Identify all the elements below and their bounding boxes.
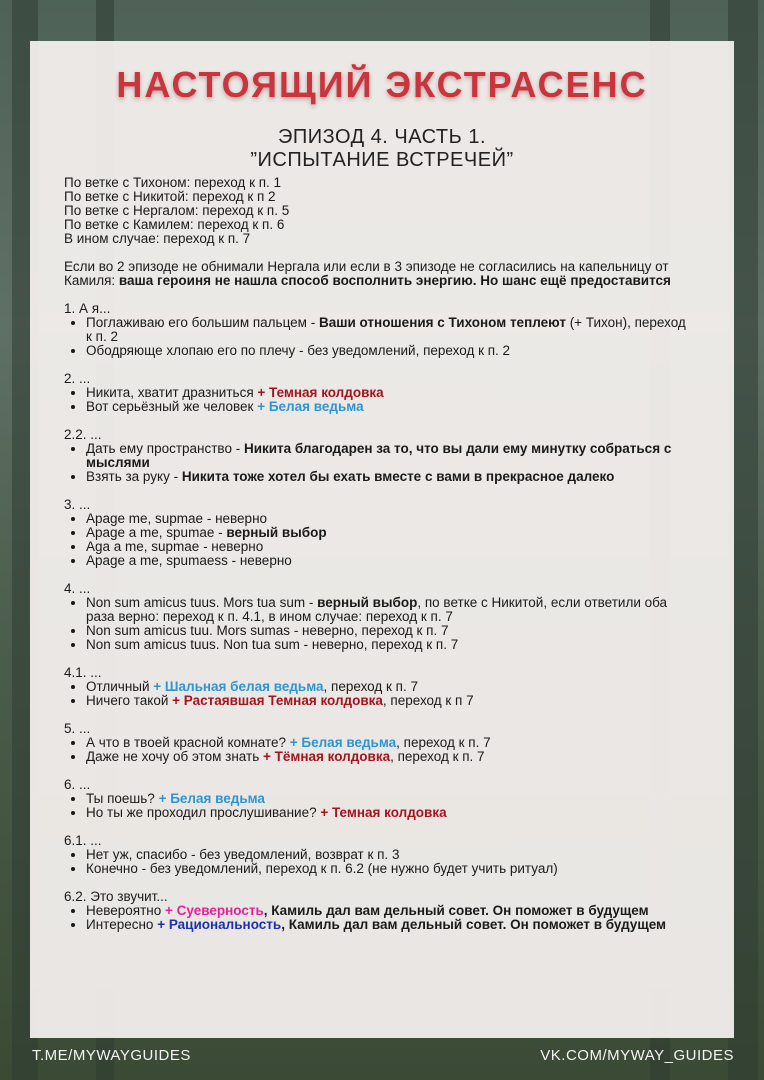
choice-item: • Aga a me, supmae - неверно bbox=[86, 540, 694, 554]
section-6 bbox=[64, 778, 694, 820]
dark-witch-tag: + Растаявшая Темная колдовка bbox=[172, 693, 383, 708]
page-title: НАСТОЯЩИЙ ЭКСТРАСЕНС bbox=[116, 64, 648, 105]
routing-line: По ветке с Тихоном: переход к п. 1 bbox=[64, 175, 282, 190]
routing-line: В ином случае: переход к п. 7 bbox=[64, 231, 251, 246]
section-6-2 bbox=[64, 890, 694, 932]
section-heading: 4. ... bbox=[64, 581, 91, 596]
routing-line: По ветке с Никитой: переход к п 2 bbox=[64, 189, 276, 204]
choice-item: • А что в твоей красной комнате? + Белая ведьма, переход к п. 7 bbox=[86, 736, 694, 750]
rationality-tag: + Рациональность bbox=[157, 917, 282, 932]
episode-line-1: ЭПИЗОД 4. ЧАСТЬ 1. bbox=[277, 126, 487, 148]
energy-note bbox=[64, 260, 694, 288]
guide-content bbox=[64, 176, 694, 932]
section-heading: 6.1. ... bbox=[64, 833, 102, 848]
section-heading: 3. ... bbox=[64, 497, 91, 512]
white-witch-tag: + Белая ведьма bbox=[289, 735, 397, 750]
choice-item: • Ничего такой + Растаявшая Темная колдовка, переход к п 7 bbox=[86, 694, 694, 708]
white-witch-tag: + Шальная белая ведьма bbox=[153, 679, 324, 694]
choice-item: • Отличный + Шальная белая ведьма, переход к п. 7 bbox=[86, 680, 694, 694]
choice-item: • Конечно - без уведомлений, переход к п. 6.2 (не нужно будет учить ритуал) bbox=[86, 862, 694, 876]
choice-item: • Apage a me, spumae - верный выбор bbox=[86, 526, 694, 540]
section-3 bbox=[64, 498, 694, 568]
telegram-link[interactable]: T.ME/MYWAYGUIDES bbox=[32, 1047, 191, 1064]
superstition-tag: + Суеверность bbox=[165, 903, 264, 918]
episode-line-2: ”ИСПЫТАНИЕ ВСТРЕЧЕЙ” bbox=[250, 149, 514, 171]
choice-item: • Поглаживаю его большим пальцем - Ваши отношения с Тихоном теплеют (+ Тихон), переход к п. 2 bbox=[86, 316, 694, 344]
section-heading: 4.1. ... bbox=[64, 665, 102, 680]
choice-item: • Ты поешь? + Белая ведьма bbox=[86, 792, 694, 806]
choice-item: • Non sum amicus tuus. Mors tua sum - верный выбор, по ветке с Никитой, если ответили оба раза верно: переход к п. 4.1, в ином случае: переход к п. 7 bbox=[86, 596, 694, 624]
section-heading: 5. ... bbox=[64, 721, 91, 736]
choice-item: • Non sum amicus tuus. Non tua sum - неверно, переход к п. 7 bbox=[86, 638, 694, 652]
choice-item: • Вот серьёзный же человек + Белая ведьма bbox=[86, 400, 694, 414]
white-witch-tag: + Белая ведьма bbox=[257, 399, 364, 414]
choice-item: • Дать ему пространство - Никита благодарен за то, что вы дали ему минутку собраться с мыслями bbox=[86, 442, 694, 470]
routing-block bbox=[64, 176, 694, 246]
choice-item: • Apage me, supmae - неверно bbox=[86, 512, 694, 526]
section-1 bbox=[64, 302, 694, 358]
section-heading: 6. ... bbox=[64, 777, 91, 792]
note-text: Если во 2 эпизоде не обнимали Нергала или если в 3 эпизоде не согласились на капельницу от Камиля: bbox=[64, 259, 669, 288]
section-heading: 2. ... bbox=[64, 371, 91, 386]
dark-witch-tag: + Тёмная колдовка bbox=[262, 749, 391, 764]
section-4 bbox=[64, 582, 694, 652]
dark-witch-tag: + Темная колдовка bbox=[320, 805, 447, 820]
note-bold: ваша героиня не нашла способ восполнить энергию. Но шанс ещё предоставится bbox=[118, 273, 671, 288]
routing-line: По ветке с Камилем: переход к п. 6 bbox=[64, 217, 285, 232]
choice-item: • Даже не хочу об этом знать + Тёмная колдовка, переход к п. 7 bbox=[86, 750, 694, 764]
choice-item: • Интересно + Рациональность, Камиль дал вам дельный совет. Он поможет в будущем bbox=[86, 918, 694, 932]
choice-item: • Ободряюще хлопаю его по плечу - без уведомлений, переход к п. 2 bbox=[86, 344, 694, 358]
section-2 bbox=[64, 372, 694, 414]
choice-item: • Невероятно + Суеверность, Камиль дал вам дельный совет. Он поможет в будущем bbox=[86, 904, 694, 918]
section-2-2 bbox=[64, 428, 694, 484]
vk-link[interactable]: VK.COM/MYWAY_GUIDES bbox=[540, 1047, 734, 1064]
choice-item: • Взять за руку - Никита тоже хотел бы ехать вместе с вами в прекрасное далеко bbox=[86, 470, 694, 484]
section-heading: 1. А я... bbox=[64, 301, 111, 316]
choice-item: • Apage a me, spumaess - неверно bbox=[86, 554, 694, 568]
episode-heading bbox=[0, 126, 764, 172]
choice-item: • Но ты же проходил прослушивание? + Темная колдовка bbox=[86, 806, 694, 820]
routing-line: По ветке с Нергалом: переход к п. 5 bbox=[64, 203, 290, 218]
dark-witch-tag: + Темная колдовка bbox=[257, 385, 384, 400]
choice-item: • Non sum amicus tuu. Mors sumas - неверно, переход к п. 7 bbox=[86, 624, 694, 638]
choice-item: • Нет уж, спасибо - без уведомлений, возврат к п. 3 bbox=[86, 848, 694, 862]
section-heading: 6.2. Это звучит... bbox=[64, 889, 168, 904]
section-5 bbox=[64, 722, 694, 764]
section-4-1 bbox=[64, 666, 694, 708]
section-heading: 2.2. ... bbox=[64, 427, 102, 442]
white-witch-tag: + Белая ведьма bbox=[158, 791, 265, 806]
choice-item: • Никита, хватит дразниться + Темная колдовка bbox=[86, 386, 694, 400]
section-6-1 bbox=[64, 834, 694, 876]
